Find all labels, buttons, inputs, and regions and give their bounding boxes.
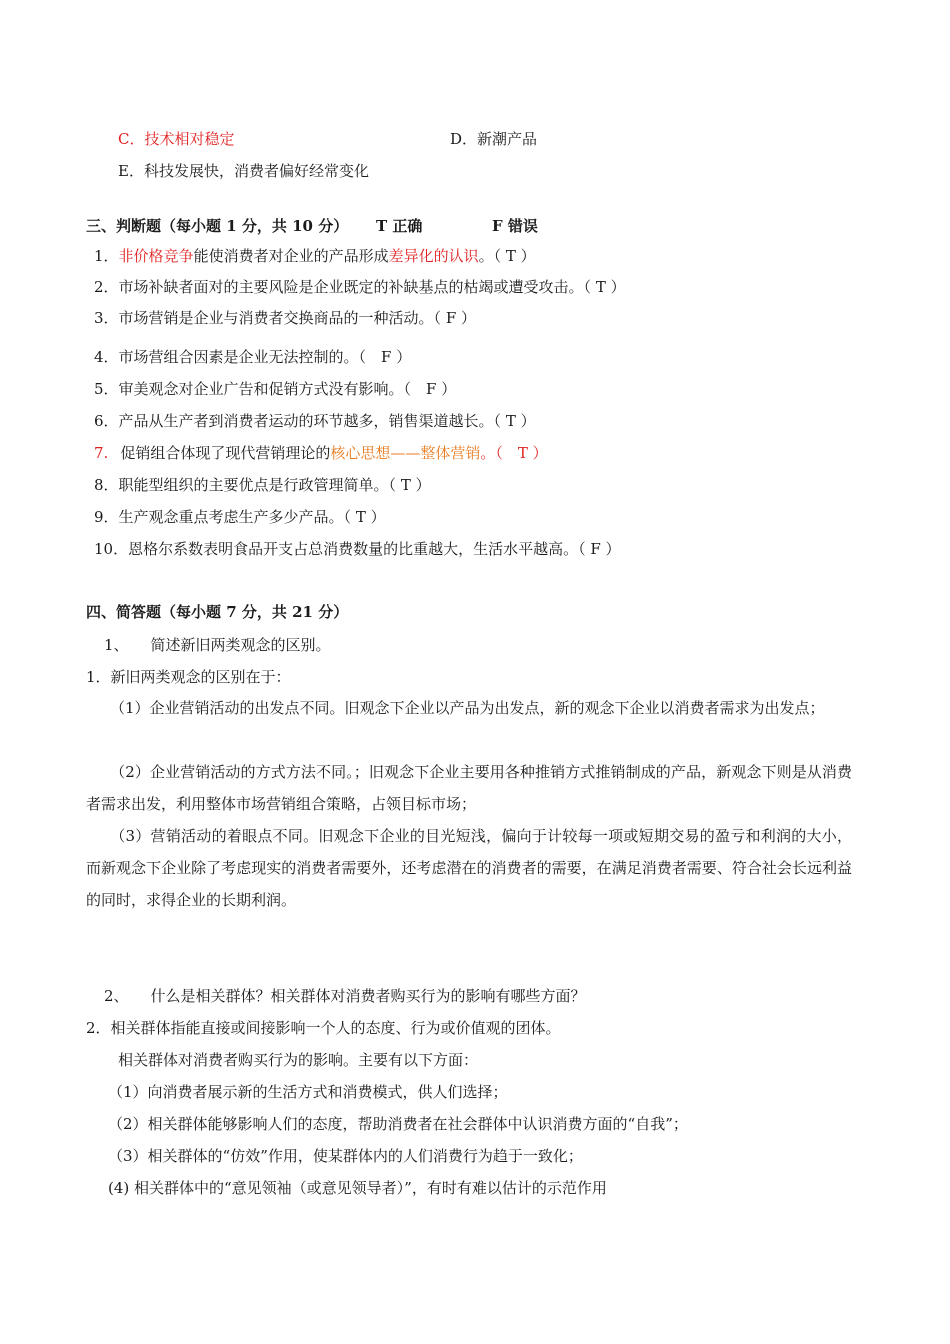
answer-point-text: （1）企业营销活动的出发点不同。旧观念下企业以产品为出发点，新的观念下企业以消费者需求为出发点； [110, 699, 825, 717]
choice-e: E．科技发展快，消费者偏好经常变化 [118, 162, 369, 180]
item-number: 8． [94, 476, 119, 494]
item-number: 3． [94, 309, 119, 327]
answer-point-text: （3）营销活动的着眼点不同。旧观念下企业的目光短浅，偏向于计较每一项或短期交易的盈亏和利润的大小，而新观念下企业除了考虑现实的消费者需要外，还考虑潜在的消费者的需要，在满足消费者需要、符合社会长远利益的同时，求得企业的长期利润。 [86, 827, 852, 909]
section4-title: 四、简答题（每小题 7 分，共 21 分） [86, 603, 349, 621]
item-number: 9． [94, 508, 119, 526]
item-number: 6． [94, 412, 119, 430]
section3-title: 三、判断题（每小题 1 分，共 10 分） [86, 217, 349, 235]
highlight-text: 非价格竞争 [118, 247, 194, 265]
item-text: 职能型组织的主要优点是行政管理简单。（ T ） [118, 476, 431, 494]
item-answer: 。（ T ） [480, 444, 548, 462]
question-text: 简述新旧两类观念的区别。 [150, 636, 331, 654]
choice-c: C．技术相对稳定 [118, 130, 235, 148]
judgment-item [94, 277, 626, 297]
question-2 [104, 986, 586, 1006]
judgment-item [94, 539, 621, 559]
item-text: 审美观念对企业广告和促销方式没有影响。（ F ） [118, 380, 457, 398]
answer-point [86, 756, 852, 820]
item-number: 1． [94, 247, 119, 265]
judgment-item [94, 443, 548, 463]
answer-point: （1）向消费者展示新的生活方式和消费模式，供人们选择； [108, 1083, 508, 1101]
judgment-item [94, 246, 536, 266]
answer-point-text: （2）企业营销活动的方式方法不同。；旧观念下企业主要用各种推销方式推销制成的产品，新观念下则是从消费者需求出发，利用整体市场营销组合策略，占领目标市场； [86, 763, 852, 813]
highlight-text: 核心思想——整体营销 [330, 444, 481, 462]
item-text: 市场补缺者面对的主要风险是企业既定的补缺基点的枯竭或遭受攻击。（ T ） [118, 278, 626, 296]
item-number: 4． [94, 348, 119, 366]
item-number: 10． [94, 540, 129, 558]
false-label: F 错误 [492, 217, 538, 235]
true-label: T 正确 [376, 217, 423, 235]
question-1 [104, 635, 331, 655]
answer-point: (4) 相关群体中的“意见领袖（或意见领导者）”，有时有难以估计的示范作用 [108, 1179, 607, 1197]
judgment-item [94, 347, 411, 367]
highlight-text: 差异化的认识 [388, 247, 479, 265]
answer-intro: 1．新旧两类观念的区别在于： [86, 668, 291, 686]
item-text: 恩格尔系数表明食品开支占总消费数量的比重越大，生活水平越高。（ F ） [128, 540, 621, 558]
choice-d: D．新潮产品 [450, 130, 538, 148]
judgment-item [94, 411, 536, 431]
judgment-item [94, 379, 456, 399]
item-text: 产品从生产者到消费者运动的环节越多，销售渠道越长。（ T ） [118, 412, 536, 430]
item-text: 市场营组合因素是企业无法控制的。（ F ） [118, 348, 412, 366]
item-text: 。（ T ） [478, 247, 536, 265]
question-number: 2、 [104, 987, 129, 1005]
judgment-item [94, 507, 386, 527]
answer-point [86, 692, 852, 724]
item-text: 生产观念重点考虑生产多少产品。（ T ） [118, 508, 386, 526]
answer-point [86, 820, 852, 916]
answer-point: （3）相关群体的“仿效”作用，使某群体内的人们消费行为趋于一致化； [108, 1147, 583, 1165]
question-number: 1、 [104, 636, 129, 654]
answer-point: （2）相关群体能够影响人们的态度，帮助消费者在社会群体中认识消费方面的“自我”； [108, 1115, 688, 1133]
item-text: 市场营销是企业与消费者交换商品的一种活动。（ F ） [118, 309, 476, 327]
judgment-item [94, 308, 476, 328]
answer-intro: 2．相关群体指能直接或间接影响一个人的态度、行为或价值观的团体。 [86, 1019, 561, 1037]
item-number: 5． [94, 380, 119, 398]
item-text: 能使消费者对企业的产品形成 [193, 247, 389, 265]
judgment-item [94, 475, 431, 495]
item-text: 促销组合体现了现代营销理论的 [120, 444, 331, 462]
question-text: 什么是相关群体？相关群体对消费者购买行为的影响有哪些方面？ [150, 987, 586, 1005]
item-number: 2． [94, 278, 119, 296]
answer-sub: 相关群体对消费者购买行为的影响。主要有以下方面： [118, 1051, 479, 1069]
item-number: 7. [94, 444, 109, 462]
